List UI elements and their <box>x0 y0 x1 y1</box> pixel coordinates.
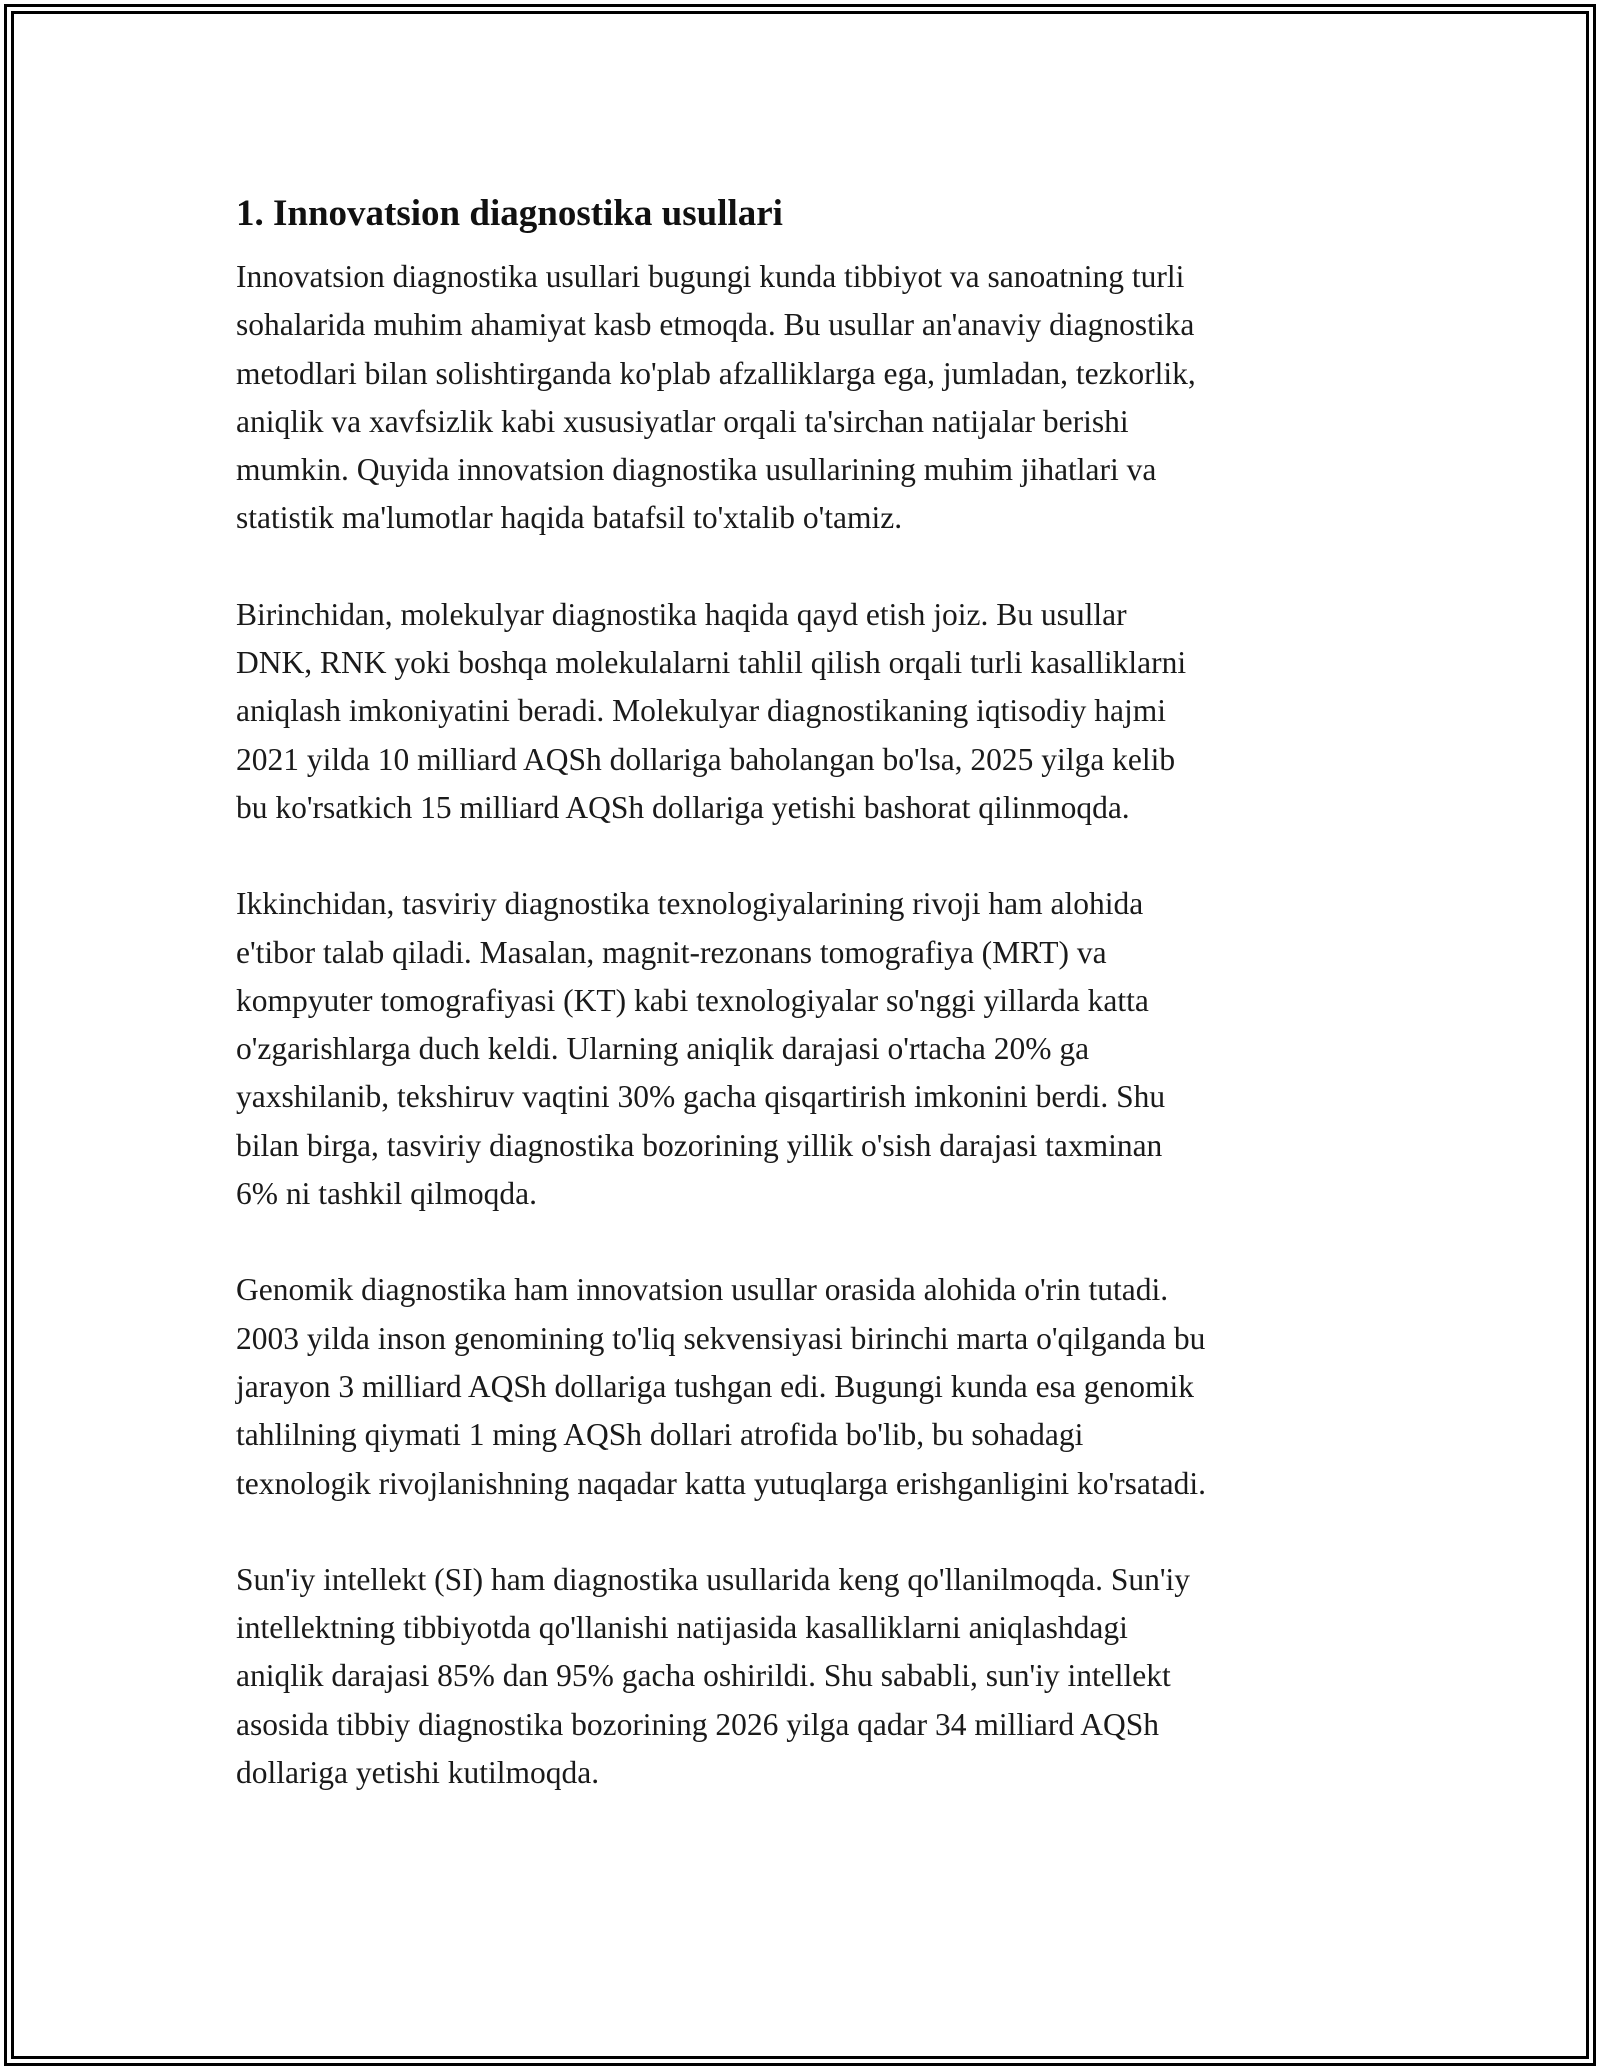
paragraph-imaging-diagnostics: Ikkinchidan, tasviriy diagnostika texnologiyalarining rivoji ham alohida e'tibor talab qiladi. Masalan, magnit-rezonans tomografiya (MRT) va kompyuter tomografiyasi (KT) kabi texnologiyalar so'nggi yillarda katta o'zgarishlarga duch keldi. Ularning aniqlik darajasi o'rtacha 20% ga yaxshilanib, tekshiruv vaqtini 30% gacha qisqartirish imkonini berdi. Shu bilan birga, tasviriy diagnostika bozorining yillik o'sish darajasi taxminan 6% ni tashkil qilmoqda. <box>236 886 1166 1212</box>
paragraph-artificial-intelligence: Sun'iy intellekt (SI) ham diagnostika usullarida keng qo'llanilmoqda. Sun'iy intellektning tibbiyotda qo'llanishi natijasida kasalliklarni aniqlashdagi aniqlik darajasi 85% dan 95% gacha oshirildi. Shu sababli, sun'iy intellekt asosida tibbiy diagnostika bozorining 2026 yilga qadar 34 milliard AQSh dollariga yetishi kutilmoqda. <box>236 1561 1191 1791</box>
paragraph-genomic-diagnostics: Genomik diagnostika ham innovatsion usullar orasida alohida o'rin tutadi. 2003 yilda inson genomining to'liq sekvensiyasi birinchi marta o'qilganda bu jarayon 3 milliard AQSh dollariga tushgan edi. Bugungi kunda esa genomik tahlilning qiymati 1 ming AQSh dollari atrofida bo'lib, bu sohadagi texnologik rivojlanishning naqadar katta yutuqlarga erishganligini ko'rsatadi. <box>236 1272 1206 1501</box>
paragraph-intro: Innovatsion diagnostika usullari bugungi kunda tibbiyot va sanoatning turli sohalarida muhim ahamiyat kasb etmoqda. Bu usullar an'anaviy diagnostika metodlari bilan solishtirganda ko'plab afzalliklarga ega, jumladan, tezkorlik, aniqlik va xavfsizlik kabi xususiyatlar orqali ta'sirchan natijalar berishi mumkin. Quyida innovatsion diagnostika usullarining muhim jihatlari va statistik ma'lumotlar haqida batafsil to'xtalib o'tamiz. <box>236 259 1196 536</box>
paragraph-molecular-diagnostics: Birinchidan, molekulyar diagnostika haqida qayd etish joiz. Bu usullar DNK, RNK yoki boshqa molekulalarni tahlil qilish orqali turli kasalliklarni aniqlash imkoniyatini beradi. Molekulyar diagnostikaning iqtisodiy hajmi 2021 yilda 10 milliard AQSh dollariga baholangan bo'lsa, 2025 yilga kelib bu ko'rsatkich 15 milliard AQSh dollariga yetishi bashorat qilinmoqda. <box>236 596 1187 825</box>
document-body <box>236 185 1376 1845</box>
section-heading: 1. Innovatsion diagnostika usullari <box>236 193 783 234</box>
